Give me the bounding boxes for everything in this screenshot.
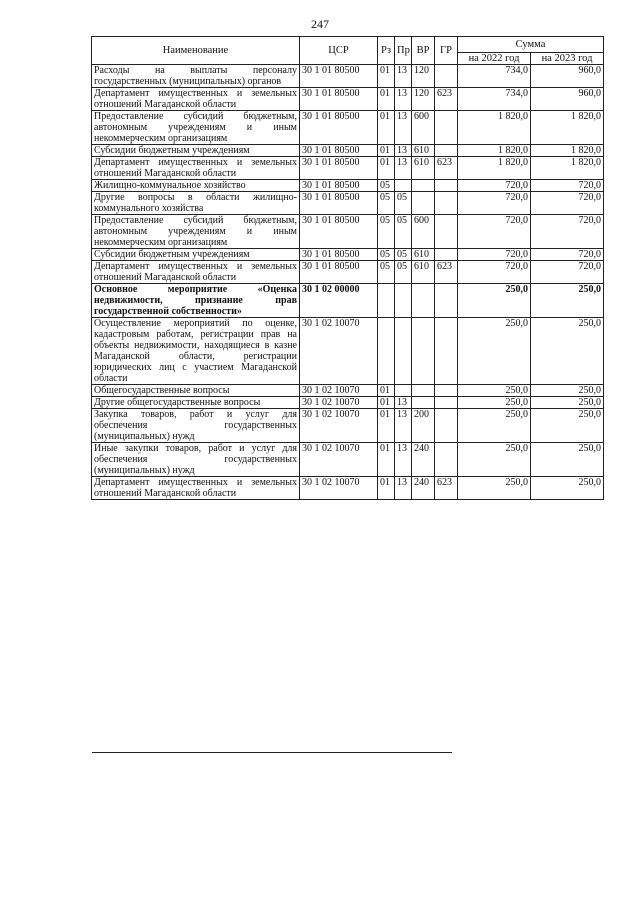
table-row [92, 284, 604, 318]
row-csr: 30 1 01 80500 [300, 215, 378, 249]
row-name: Закупка товаров, работ и услуг для обеспечения государственных (муниципальных) нужд [92, 409, 300, 443]
row-pr: 13 [395, 477, 412, 500]
table-row [92, 477, 604, 500]
row-rz: 01 [378, 157, 395, 180]
row-csr: 30 1 01 80500 [300, 65, 378, 88]
header-name: Наименование [92, 37, 300, 65]
row-csr: 30 1 02 10070 [300, 385, 378, 397]
row-vr: 610 [412, 249, 435, 261]
row-gr [435, 192, 458, 215]
page-number: 247 [311, 17, 329, 31]
row-sum-2023: 720,0 [531, 180, 604, 192]
row-csr: 30 1 01 80500 [300, 261, 378, 284]
row-name: Департамент имущественных и земельных отношений Магаданской области [92, 477, 300, 500]
row-sum-2022: 250,0 [458, 318, 531, 385]
header-vr: ВР [412, 37, 435, 65]
row-sum-2023: 720,0 [531, 261, 604, 284]
row-name: Осуществление мероприятий по оценке, кадастровым работам, регистрации прав на объекты недвижимости, находящиеся в казне Магаданской области, регистрации юридических лиц с участием Магаданской области [92, 318, 300, 385]
row-gr: 623 [435, 477, 458, 500]
row-sum-2023: 250,0 [531, 443, 604, 477]
row-vr: 120 [412, 88, 435, 111]
row-rz: 01 [378, 443, 395, 477]
row-csr: 30 1 01 80500 [300, 249, 378, 261]
table-row [92, 88, 604, 111]
row-pr: 05 [395, 215, 412, 249]
table-row [92, 249, 604, 261]
budget-table [91, 36, 604, 500]
header-sum: Сумма [458, 37, 604, 53]
row-vr [412, 192, 435, 215]
row-gr [435, 249, 458, 261]
header-gr: ГР [435, 37, 458, 65]
table-body [92, 65, 604, 500]
table-row [92, 180, 604, 192]
row-sum-2022: 734,0 [458, 88, 531, 111]
row-vr: 610 [412, 261, 435, 284]
row-gr: 623 [435, 88, 458, 111]
row-sum-2022: 1 820,0 [458, 157, 531, 180]
row-name: Предоставление субсидий бюджетным, автономным учреждениям и иным некоммерческим организациям [92, 111, 300, 145]
row-sum-2022: 1 820,0 [458, 145, 531, 157]
row-csr: 30 1 02 10070 [300, 477, 378, 500]
row-rz: 05 [378, 249, 395, 261]
row-csr: 30 1 01 80500 [300, 145, 378, 157]
row-rz: 05 [378, 180, 395, 192]
header-year-2023: на 2023 год [531, 53, 604, 65]
footer-divider [92, 752, 452, 753]
row-pr [395, 318, 412, 385]
row-sum-2022: 250,0 [458, 477, 531, 500]
row-sum-2022: 250,0 [458, 409, 531, 443]
table-row [92, 215, 604, 249]
row-gr [435, 409, 458, 443]
row-rz: 01 [378, 409, 395, 443]
row-rz: 05 [378, 215, 395, 249]
row-sum-2022: 250,0 [458, 397, 531, 409]
row-name: Другие общегосударственные вопросы [92, 397, 300, 409]
row-gr [435, 284, 458, 318]
row-sum-2022: 734,0 [458, 65, 531, 88]
row-pr: 13 [395, 443, 412, 477]
row-name: Субсидии бюджетным учреждениям [92, 145, 300, 157]
row-rz: 05 [378, 261, 395, 284]
row-rz: 01 [378, 88, 395, 111]
row-name: Расходы на выплаты персоналу государственных (муниципальных) органов [92, 65, 300, 88]
row-sum-2022: 250,0 [458, 385, 531, 397]
table-row [92, 318, 604, 385]
row-sum-2023: 960,0 [531, 65, 604, 88]
row-vr [412, 318, 435, 385]
table-row [92, 145, 604, 157]
table-row [92, 111, 604, 145]
row-rz: 01 [378, 65, 395, 88]
row-csr: 30 1 02 10070 [300, 397, 378, 409]
row-csr: 30 1 01 80500 [300, 180, 378, 192]
row-gr [435, 397, 458, 409]
row-sum-2023: 720,0 [531, 215, 604, 249]
row-sum-2023: 720,0 [531, 192, 604, 215]
row-sum-2022: 720,0 [458, 249, 531, 261]
row-name: Департамент имущественных и земельных отношений Магаданской области [92, 88, 300, 111]
row-pr [395, 180, 412, 192]
row-sum-2023: 250,0 [531, 477, 604, 500]
row-rz: 01 [378, 385, 395, 397]
row-sum-2023: 960,0 [531, 88, 604, 111]
row-rz: 01 [378, 477, 395, 500]
row-csr: 30 1 01 80500 [300, 111, 378, 145]
row-vr: 200 [412, 409, 435, 443]
row-pr: 13 [395, 111, 412, 145]
row-sum-2023: 250,0 [531, 409, 604, 443]
table-row [92, 397, 604, 409]
row-gr: 623 [435, 157, 458, 180]
table-row [92, 385, 604, 397]
row-pr: 13 [395, 409, 412, 443]
header-pr: Пр [395, 37, 412, 65]
row-csr: 30 1 01 80500 [300, 157, 378, 180]
table-header [92, 37, 604, 65]
table-row [92, 409, 604, 443]
row-pr [395, 284, 412, 318]
row-csr: 30 1 01 80500 [300, 192, 378, 215]
row-vr: 610 [412, 145, 435, 157]
row-gr [435, 443, 458, 477]
row-sum-2023: 1 820,0 [531, 145, 604, 157]
row-gr [435, 180, 458, 192]
row-name: Предоставление субсидий бюджетным, автономным учреждениям и иным некоммерческим организациям [92, 215, 300, 249]
row-vr: 600 [412, 215, 435, 249]
row-sum-2023: 1 820,0 [531, 157, 604, 180]
row-sum-2023: 250,0 [531, 318, 604, 385]
row-sum-2022: 720,0 [458, 215, 531, 249]
row-name: Иные закупки товаров, работ и услуг для обеспечения государственных (муниципальных) нужд [92, 443, 300, 477]
row-csr: 30 1 01 80500 [300, 88, 378, 111]
table-row [92, 157, 604, 180]
row-pr: 05 [395, 249, 412, 261]
row-gr [435, 65, 458, 88]
header-year-2022: на 2022 год [458, 53, 531, 65]
row-pr: 13 [395, 157, 412, 180]
row-sum-2023: 250,0 [531, 397, 604, 409]
row-csr: 30 1 02 10070 [300, 409, 378, 443]
row-pr: 05 [395, 261, 412, 284]
row-name: Жилищно-коммунальное хозяйство [92, 180, 300, 192]
row-name: Общегосударственные вопросы [92, 385, 300, 397]
row-name: Основное мероприятие «Оценка недвижимости, признание прав государственной собственности» [92, 284, 300, 318]
row-rz: 01 [378, 111, 395, 145]
row-vr [412, 385, 435, 397]
row-vr: 600 [412, 111, 435, 145]
row-name: Другие вопросы в области жилищно-коммунального хозяйства [92, 192, 300, 215]
row-vr: 240 [412, 443, 435, 477]
row-pr: 13 [395, 65, 412, 88]
row-csr: 30 1 02 10070 [300, 318, 378, 385]
header-csr: ЦСР [300, 37, 378, 65]
row-gr: 623 [435, 261, 458, 284]
table-row [92, 261, 604, 284]
row-vr [412, 284, 435, 318]
row-sum-2022: 720,0 [458, 180, 531, 192]
row-vr [412, 397, 435, 409]
row-gr [435, 111, 458, 145]
row-sum-2022: 720,0 [458, 261, 531, 284]
row-sum-2022: 250,0 [458, 443, 531, 477]
row-pr [395, 385, 412, 397]
row-rz [378, 318, 395, 385]
row-gr [435, 145, 458, 157]
row-sum-2023: 250,0 [531, 284, 604, 318]
row-gr [435, 318, 458, 385]
row-sum-2023: 250,0 [531, 385, 604, 397]
row-vr: 610 [412, 157, 435, 180]
row-pr: 05 [395, 192, 412, 215]
row-sum-2022: 1 820,0 [458, 111, 531, 145]
row-rz: 05 [378, 192, 395, 215]
row-csr: 30 1 02 10070 [300, 443, 378, 477]
row-csr: 30 1 02 00000 [300, 284, 378, 318]
row-sum-2022: 720,0 [458, 192, 531, 215]
row-rz: 01 [378, 145, 395, 157]
row-pr: 13 [395, 145, 412, 157]
row-sum-2022: 250,0 [458, 284, 531, 318]
row-vr [412, 180, 435, 192]
row-name: Субсидии бюджетным учреждениям [92, 249, 300, 261]
row-name: Департамент имущественных и земельных отношений Магаданской области [92, 157, 300, 180]
table-row [92, 192, 604, 215]
row-name: Департамент имущественных и земельных отношений Магаданской области [92, 261, 300, 284]
row-sum-2023: 720,0 [531, 249, 604, 261]
row-pr: 13 [395, 397, 412, 409]
row-gr [435, 215, 458, 249]
row-pr: 13 [395, 88, 412, 111]
row-vr: 120 [412, 65, 435, 88]
row-rz: 01 [378, 397, 395, 409]
row-sum-2023: 1 820,0 [531, 111, 604, 145]
row-vr: 240 [412, 477, 435, 500]
table-row [92, 443, 604, 477]
row-rz [378, 284, 395, 318]
table-row [92, 65, 604, 88]
header-rz: Рз [378, 37, 395, 65]
row-gr [435, 385, 458, 397]
